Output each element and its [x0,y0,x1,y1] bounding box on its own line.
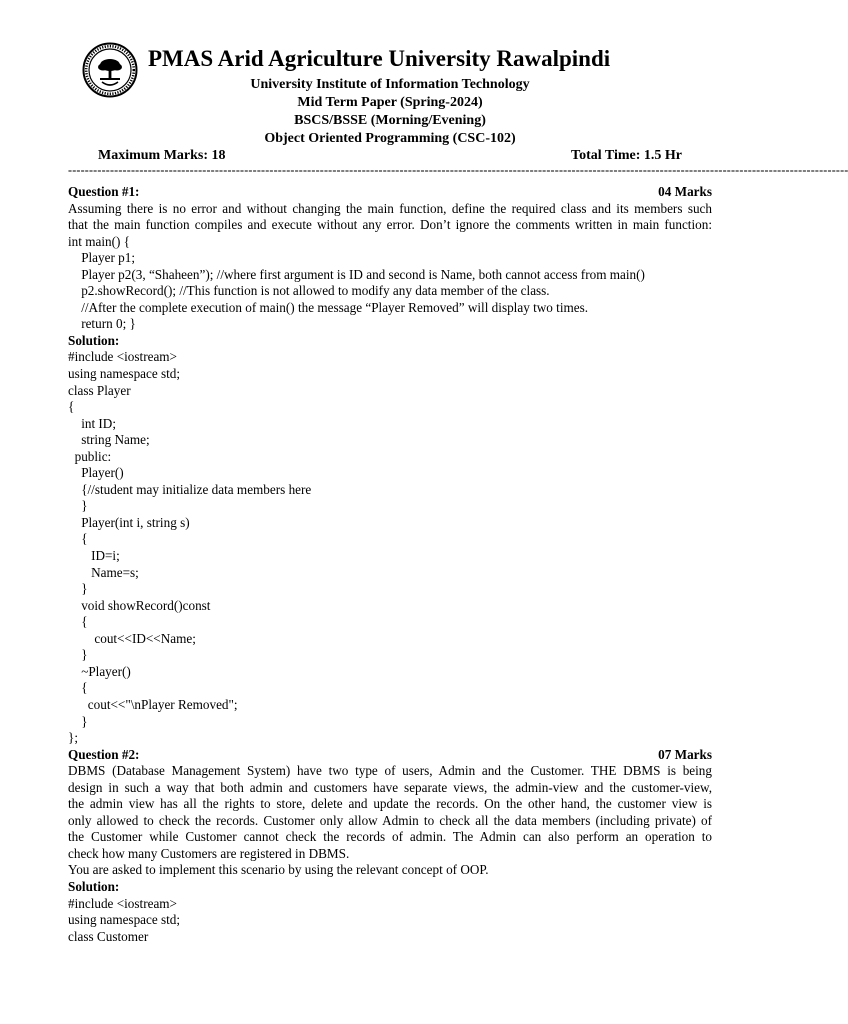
solution-code-line: int ID; [68,415,116,431]
solution-code-line: { [68,399,75,415]
question-1-statement-line: Assuming there is no error and without changing the main function, define the required class and its members such [68,200,712,216]
question-2-statement-line: design in such a way that both admin and customers have separate views, the admin-view and the customer-view, [68,779,712,795]
marks-time-row [98,148,710,164]
exam-content [68,184,712,945]
question-2-statement-line: only allowed to check the records. Customer only allow Admin to check all the data members (including private) of [68,812,712,828]
question-1-label: Question #1: [68,184,140,199]
solution-code-line: void showRecord()const [68,597,211,613]
main-code-line: return 0; } [68,316,136,332]
solution-code-line: using namespace std; [68,366,181,382]
solution-code-line: Player(int i, string s) [68,514,190,530]
solution-code-line: class Player [68,382,131,398]
header-divider: ------------------------------------------------------------------------------------------------------------------------------------------------------------------------------------------ [68,163,848,177]
main-code-line: Player p1; [68,250,136,266]
solution-code-line: string Name; [68,432,150,448]
solution-code-line: #include <iostream> [68,349,177,365]
solution-code-line: Name=s; [68,564,139,580]
solution-code-line: } [68,581,88,597]
solution-code-line: } [68,647,88,663]
main-code-line: p2.showRecord(); //This function is not allowed to modify any data member of the class. [68,283,550,299]
question-1-statement-line: that the main function compiles and execute without any error. Don’t ignore the comments written in main function: [68,217,712,233]
solution-code-line: ID=i; [68,548,120,564]
solution-code-line: cout<<"\nPlayer Removed"; [68,696,238,712]
total-time: Total Time: 1.5 Hr [571,148,682,163]
solution-code-line: } [68,713,88,729]
solution-code-line: {//student may initialize data members here [68,481,312,497]
main-code-line: int main() { [68,233,130,249]
question-2-statement-line: check how many Customers are registered in DBMS. [68,845,350,861]
question-2-statement-line: the Customer while Customer cannot check the records of admin. The Admin can also perform an operation to [68,829,712,845]
question-2-marks: 07 Marks [658,746,712,762]
main-code-line: Player p2(3, “Shaheen”); //where first argument is ID and second is Name, both cannot access from main() [68,266,645,282]
solution-code-line: class Customer [68,928,149,944]
institute-name: University Institute of Information Technology [250,77,530,92]
course-name: Object Oriented Programming (CSC-102) [264,131,516,146]
solution-code-line: }; [68,730,78,746]
question-2-statement-line: the admin view has all the rights to store, delete and update the records. On the other hand, the customer view is [68,796,712,812]
question-1-solution-label: Solution: [68,332,120,348]
max-marks: Maximum Marks: 18 [98,148,226,163]
question-1-header [68,184,712,201]
question-2-statement-line: You are asked to implement this scenario by using the relevant concept of OOP. [68,862,489,878]
solution-code-line: { [68,680,88,696]
university-name: PMAS Arid Agriculture University Rawalpindi [148,46,611,71]
main-code-line: //After the complete execution of main() the message “Player Removed” will display two times. [68,299,589,315]
question-2-header [68,747,712,764]
solution-code-line: Player() [68,465,124,481]
question-1-marks: 04 Marks [658,184,712,199]
program-name: BSCS/BSSE (Morning/Evening) [294,113,486,128]
solution-code-line: ~Player() [68,663,131,679]
question-2-solution-label: Solution: [68,878,120,894]
solution-code-line: #include <iostream> [68,895,177,911]
solution-code-line: public: [68,448,112,464]
solution-code-line: { [68,614,88,630]
solution-code-line: { [68,531,88,547]
solution-code-line: using namespace std; [68,912,181,928]
solution-code-line: } [68,498,88,514]
exam-title: Mid Term Paper (Spring-2024) [297,95,483,110]
solution-code-line: cout<<ID<<Name; [68,630,196,646]
question-2-label: Question #2: [68,746,140,762]
question-2-statement-line: DBMS (Database Management System) have two type of users, Admin and the Customer. THE DBMS is being [68,763,712,779]
